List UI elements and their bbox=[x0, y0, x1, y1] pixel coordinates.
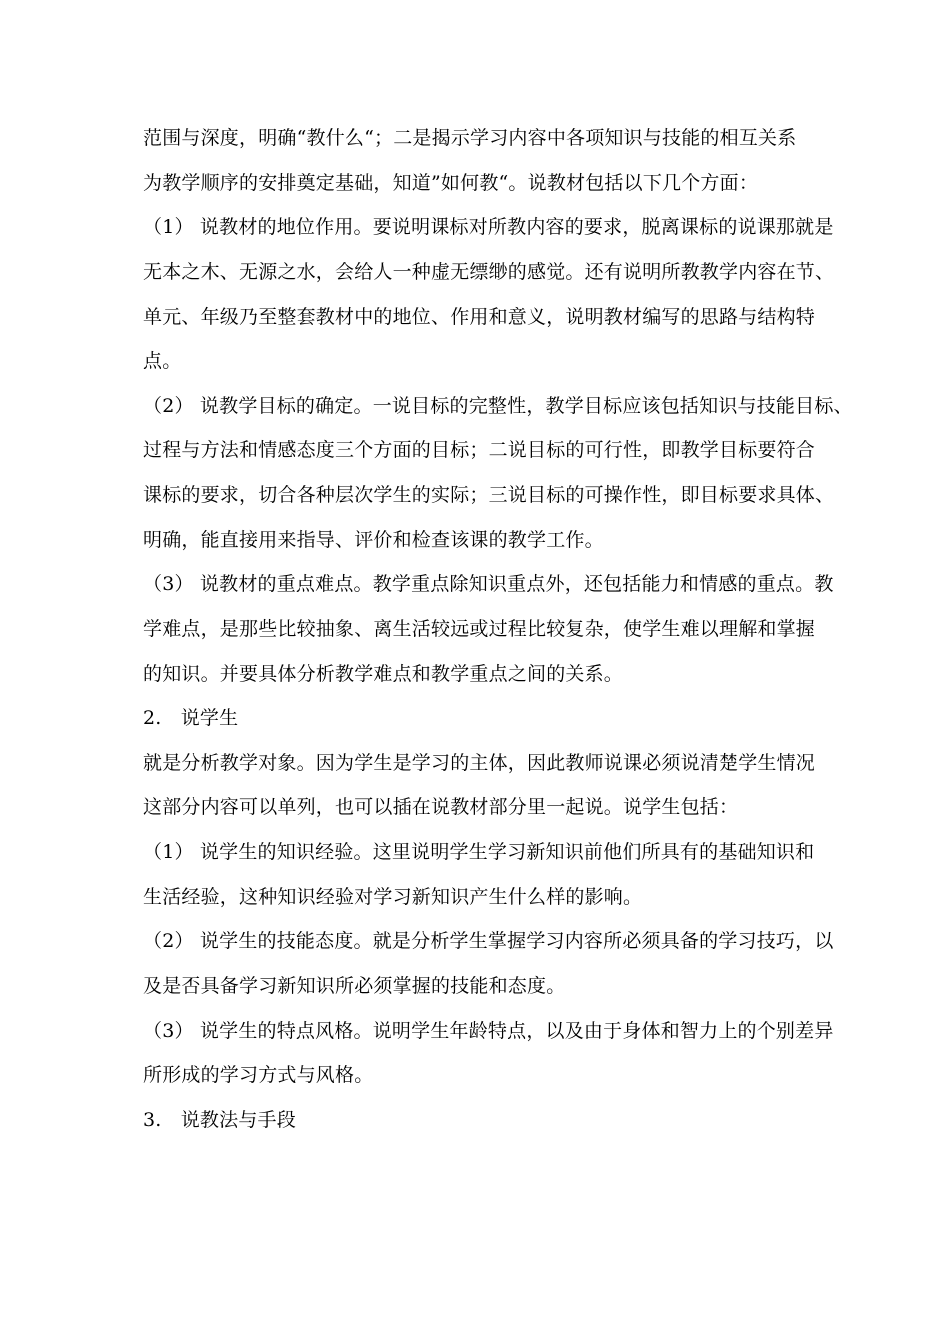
text-line: 无本之木、无源之水，会给人一种虚无缥缈的感觉。还有说明所教教学内容在节、 bbox=[143, 261, 835, 283]
text-line: （1） 说学生的知识经验。这里说明学生学习新知识前他们所具有的基础知识和 bbox=[143, 841, 815, 863]
section-heading: 3. 说教法与手段 bbox=[143, 1109, 296, 1131]
text-line: 就是分析教学对象。因为学生是学习的主体，因此教师说课必须说清楚学生情况 bbox=[143, 752, 816, 774]
text-line: 明确，能直接用来指导、评价和检查该课的教学工作。 bbox=[143, 529, 604, 551]
text-line: 及是否具备学习新知识所必须掌握的技能和态度。 bbox=[143, 975, 566, 997]
text-line: 的知识。并要具体分析教学难点和教学重点之间的关系。 bbox=[143, 663, 624, 685]
text-line: 点。 bbox=[143, 350, 182, 372]
text-line: 课标的要求，切合各种层次学生的实际；三说目标的可操作性，即目标要求具体、 bbox=[143, 484, 835, 506]
text-line: 学难点，是那些比较抽象、离生活较远或过程比较复杂，使学生难以理解和掌握 bbox=[143, 618, 816, 640]
text-line: 过程与方法和情感态度三个方面的目标；二说目标的可行性，即教学目标要符合 bbox=[143, 439, 816, 461]
text-line: （2） 说学生的技能态度。就是分析学生掌握学习内容所必须具备的学习技巧，以 bbox=[143, 930, 834, 952]
text-line: （3） 说学生的特点风格。说明学生年龄特点，以及由于身体和智力上的个别差异 bbox=[143, 1020, 834, 1042]
text-line: 所形成的学习方式与风格。 bbox=[143, 1064, 374, 1086]
text-line: （2） 说教学目标的确定。一说目标的完整性，教学目标应该包括知识与技能目标、 bbox=[143, 395, 853, 417]
section-heading: 2. 说学生 bbox=[143, 707, 239, 729]
text-line: 生活经验，这种知识经验对学习新知识产生什么样的影响。 bbox=[143, 886, 643, 908]
text-line: 为教学顺序的安排奠定基础，知道”如何教“。说教材包括以下几个方面： bbox=[143, 172, 759, 194]
text-line: 范围与深度，明确“教什么“；二是揭示学习内容中各项知识与技能的相互关系 bbox=[143, 127, 797, 149]
text-line: 这部分内容可以单列，也可以插在说教材部分里一起说。说学生包括： bbox=[143, 796, 739, 818]
text-line: （1） 说教材的地位作用。要说明课标对所教内容的要求，脱离课标的说课那就是 bbox=[143, 216, 834, 238]
text-line: （3） 说教材的重点难点。教学重点除知识重点外，还包括能力和情感的重点。教 bbox=[143, 573, 834, 595]
text-line: 单元、年级乃至整套教材中的地位、作用和意义，说明教材编写的思路与结构特 bbox=[143, 306, 816, 328]
